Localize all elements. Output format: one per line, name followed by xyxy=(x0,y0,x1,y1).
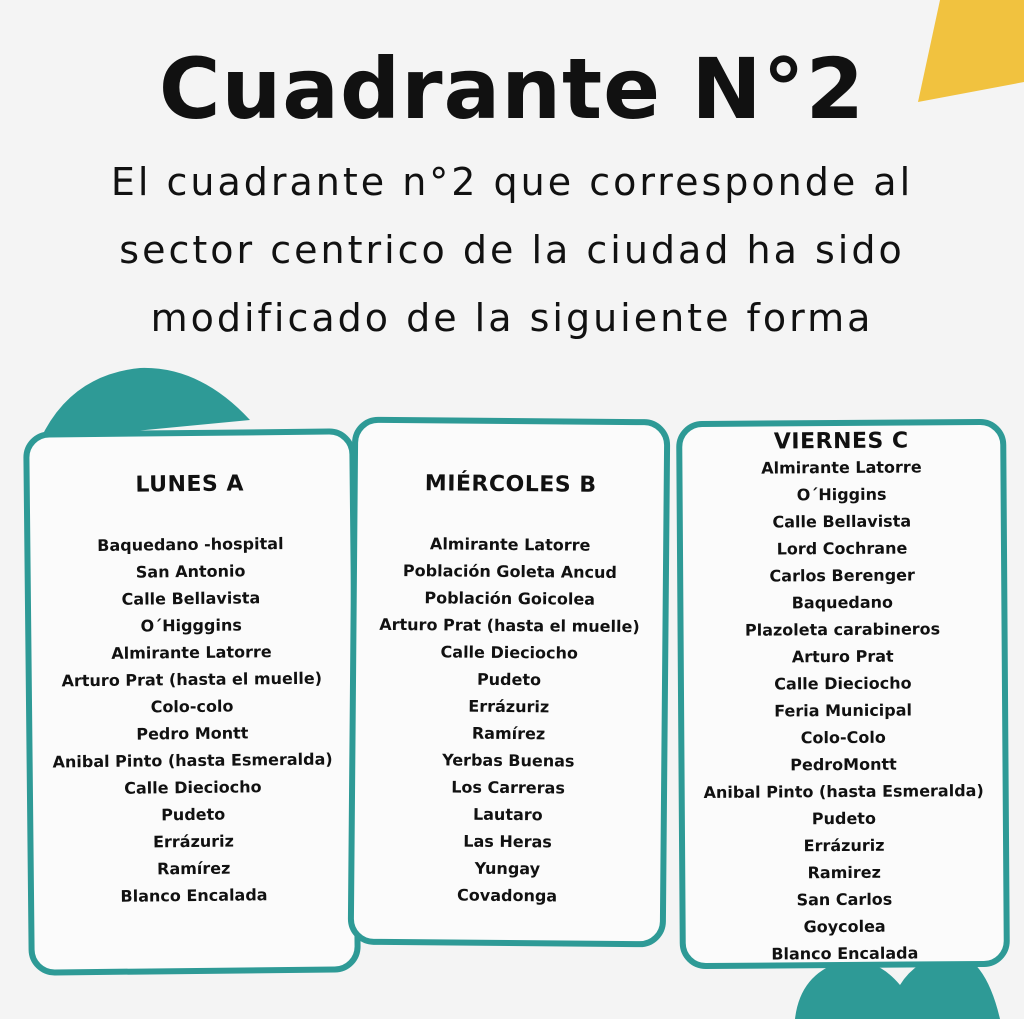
street-item: Yerbas Buenas xyxy=(442,750,575,771)
schedule-card-viernes xyxy=(676,419,1010,969)
street-item: Calle Dieciocho xyxy=(774,673,912,694)
street-list xyxy=(682,453,1004,968)
street-item: Anibal Pinto (hasta Esmeralda) xyxy=(703,781,984,802)
street-item: Blanco Encalada xyxy=(771,943,919,964)
street-item: Covadonga xyxy=(457,885,558,906)
card-heading: VIERNES C xyxy=(773,428,909,455)
street-item: Calle Bellavista xyxy=(772,511,912,532)
street-item: San Antonio xyxy=(135,561,246,582)
street-item: Feria Municipal xyxy=(774,700,913,721)
page-title: Cuadrante N°2 xyxy=(158,40,866,138)
street-item: Baquedano xyxy=(791,592,894,613)
card-heading: MIÉRCOLES B xyxy=(424,471,597,498)
street-item: Las Heras xyxy=(463,831,552,852)
street-item: Calle Dieciocho xyxy=(124,777,262,798)
street-item: Lautaro xyxy=(472,804,543,825)
street-item: Colo-colo xyxy=(150,696,234,717)
street-item: Calle Dieciocho xyxy=(440,642,579,663)
card-heading: LUNES A xyxy=(135,471,245,498)
street-item: Baquedano -hospital xyxy=(97,534,284,555)
street-item: Arturo Prat (hasta el muelle) xyxy=(61,668,323,691)
street-item: Anibal Pinto (hasta Esmeralda) xyxy=(52,749,333,772)
street-list xyxy=(354,530,663,911)
street-item: Pudeto xyxy=(161,804,226,825)
street-item: PedroMontt xyxy=(790,754,897,775)
street-item: Errázuriz xyxy=(152,831,235,852)
street-item: Ramírez xyxy=(156,858,231,879)
street-item: Ramírez xyxy=(471,723,546,744)
page-subtitle: El cuadrante n°2 que corresponde al sector centrico de la ciudad ha sido modificado de la siguiente forma xyxy=(110,160,914,340)
street-item: Almirante Latorre xyxy=(429,534,591,555)
street-item: Blanco Encalada xyxy=(120,885,268,906)
street-item: Arturo Prat xyxy=(791,646,894,667)
schedule-card-lunes xyxy=(23,428,361,975)
street-item: Ramirez xyxy=(807,862,881,883)
street-list xyxy=(30,529,354,910)
street-item: San Carlos xyxy=(796,889,893,910)
street-item: Yungay xyxy=(474,858,541,879)
street-item: Población Goleta Ancud xyxy=(402,561,618,582)
street-item: Población Goicolea xyxy=(424,588,596,609)
street-item: Calle Bellavista xyxy=(121,588,261,609)
street-item: Arturo Prat (hasta el muelle) xyxy=(379,614,640,637)
street-item: Plazoleta carabineros xyxy=(744,619,941,640)
schedule-card-miercoles xyxy=(348,417,671,948)
street-item: Colo-Colo xyxy=(800,727,886,748)
street-item: O´Higggins xyxy=(140,615,242,636)
street-item: Carlos Berenger xyxy=(769,565,915,586)
street-item: Errázuriz xyxy=(803,835,885,856)
street-item: Almirante Latorre xyxy=(761,457,922,478)
street-item: Pudeto xyxy=(811,808,876,829)
street-item: Pedro Montt xyxy=(136,723,249,744)
street-item: Pudeto xyxy=(476,669,542,690)
street-item: Goycolea xyxy=(803,916,886,937)
street-item: Los Carreras xyxy=(451,777,565,798)
street-item: Almirante Latorre xyxy=(111,642,272,663)
street-item: Errázuriz xyxy=(468,696,550,717)
street-item: Lord Cochrane xyxy=(776,538,908,559)
street-item: O´Higgins xyxy=(796,484,887,505)
